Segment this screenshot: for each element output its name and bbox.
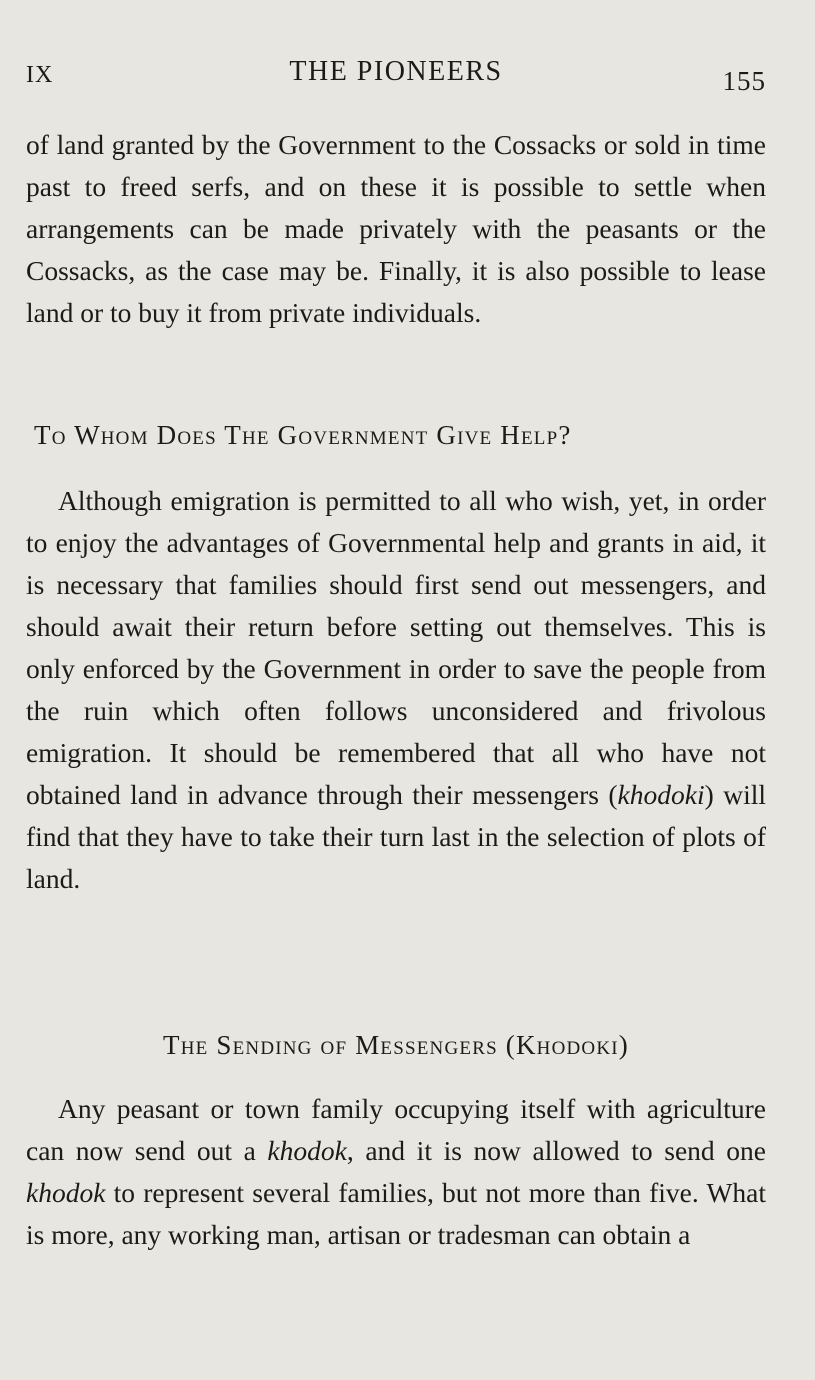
page-number: 155: [722, 66, 766, 96]
text-run: ) will find that they have to take their turn last in the selection of plots of land.: [26, 779, 766, 894]
text-run: to represent several families, but not more than five. What is more, any working man, artisan or tradesman can obtain a: [26, 1177, 766, 1250]
paragraph-messengers: [26, 1088, 766, 1256]
section-heading-messengers: The Sending of Messengers (Khodoki): [163, 1030, 629, 1060]
running-title: THE PIONEERS: [289, 56, 503, 87]
paragraph-text: [26, 480, 766, 900]
italic-term: khodok: [26, 1177, 106, 1208]
italic-term: khodok: [267, 1135, 347, 1166]
running-head: [26, 56, 766, 96]
paragraph-emigration: [26, 480, 766, 900]
section-heading-government-help: To Whom Does The Government Give Help?: [34, 420, 572, 450]
text-run: Although emigration is permitted to all who wish, yet, in order to enjoy the advantages of Governmental help and grants in aid, it is necessary that families should first send out messengers, and should await their return before setting out themselves. This is only enforced by the Government in order to save the people from the ruin which often follows unconsidered and frivolous emigration. It should be remembered that all who have not obtained land in advance through their messengers (: [26, 485, 766, 810]
chapter-number: IX: [26, 62, 54, 88]
paragraph-text: [26, 1088, 766, 1256]
text-run: Any peasant or town family occupying itself with agriculture can now send out a: [26, 1093, 766, 1166]
paragraph-continuation: [26, 124, 766, 334]
italic-term: khodoki: [617, 779, 705, 810]
text-run: , and it is now allowed to send one: [346, 1135, 766, 1166]
paragraph-text: of land granted by the Government to the Cossacks or sold in time past to freed serfs, and on these it is possible to settle when arrangements can be made privately with the peasants or the Cossacks, as the case may be. Finally, it is also possible to lease land or to buy it from private individuals.: [26, 129, 766, 328]
